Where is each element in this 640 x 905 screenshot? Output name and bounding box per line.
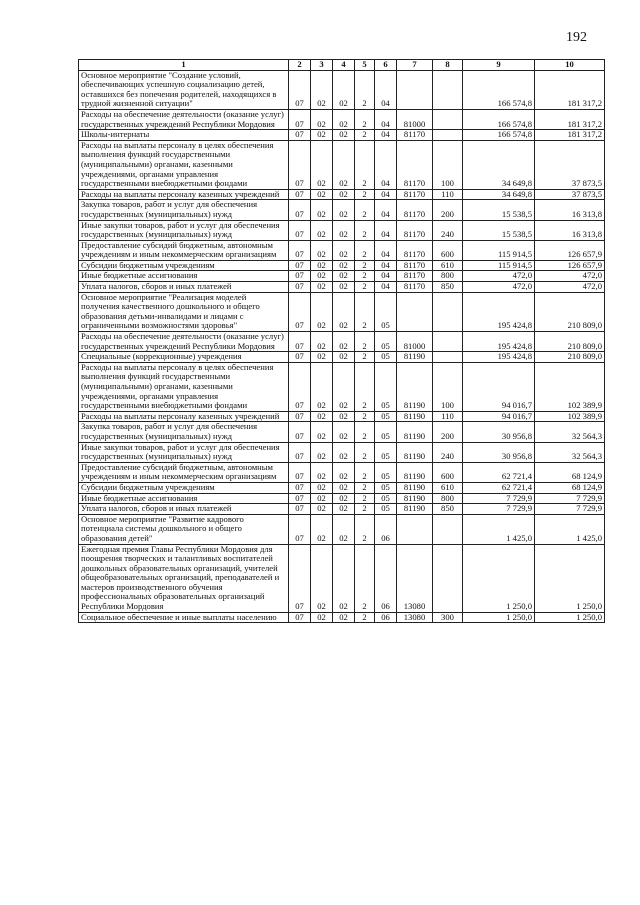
table-row [79, 422, 605, 442]
item-name-cell: Школы-интернаты [79, 130, 289, 141]
subsection-cell: 02 [311, 544, 333, 612]
subprogram-cell: 2 [355, 292, 375, 331]
amount-year2-cell: 181 317,2 [535, 109, 605, 129]
direction-cell: 81170 [397, 130, 433, 141]
table-row [79, 362, 605, 411]
section-cell: 07 [289, 362, 311, 411]
item-name-cell: Иные бюджетные ассигнования [79, 493, 289, 504]
expense-type-cell [433, 352, 463, 363]
program-cell: 02 [333, 200, 355, 220]
subprogram-cell: 2 [355, 482, 375, 493]
program-cell: 02 [333, 70, 355, 109]
amount-year1-cell: 1 425,0 [463, 514, 535, 544]
subprogram-cell: 2 [355, 220, 375, 240]
activity-cell: 05 [375, 332, 397, 352]
expense-type-cell: 800 [433, 493, 463, 504]
amount-year2-cell: 102 389,9 [535, 411, 605, 422]
amount-year2-cell: 32 564,3 [535, 422, 605, 442]
section-cell: 07 [289, 70, 311, 109]
subsection-cell: 02 [311, 504, 333, 515]
amount-year2-cell: 210 809,0 [535, 352, 605, 363]
column-header: 10 [535, 60, 605, 71]
subsection-cell: 02 [311, 70, 333, 109]
section-cell: 07 [289, 352, 311, 363]
amount-year1-cell: 472,0 [463, 271, 535, 282]
table-row [79, 612, 605, 623]
section-cell: 07 [289, 220, 311, 240]
item-name-cell: Расходы на обеспечение деятельности (оказание услуг) государственных учреждений Республики Мордовия [79, 109, 289, 129]
direction-cell: 81190 [397, 442, 433, 462]
subprogram-cell: 2 [355, 130, 375, 141]
activity-cell: 05 [375, 462, 397, 482]
activity-cell: 04 [375, 260, 397, 271]
direction-cell: 13080 [397, 544, 433, 612]
expense-type-cell: 110 [433, 411, 463, 422]
amount-year1-cell: 166 574,8 [463, 70, 535, 109]
program-cell: 02 [333, 220, 355, 240]
table-row [79, 200, 605, 220]
table-row [79, 140, 605, 189]
item-name-cell: Расходы на выплаты персоналу в целях обеспечения выполнения функций государственными (муниципальными) органами, казенными учреждениями, органами управления государственными внебюджетными фондами [79, 140, 289, 189]
amount-year1-cell: 94 016,7 [463, 362, 535, 411]
subprogram-cell: 2 [355, 332, 375, 352]
item-name-cell: Основное мероприятие "Создание условий, обеспечивающих успешную социализацию детей, оставшихся без попечения родителей, находящихся в трудной жизненной ситуации" [79, 70, 289, 109]
item-name-cell: Предоставление субсидий бюджетным, автономным учреждениям и иным некоммерческим организациям [79, 462, 289, 482]
amount-year1-cell: 62 721,4 [463, 462, 535, 482]
activity-cell: 04 [375, 271, 397, 282]
table-row [79, 109, 605, 129]
expense-type-cell: 600 [433, 462, 463, 482]
expense-type-cell: 100 [433, 140, 463, 189]
item-name-cell: Закупка товаров, работ и услуг для обеспечения государственных (муниципальных) нужд [79, 200, 289, 220]
section-cell: 07 [289, 493, 311, 504]
program-cell: 02 [333, 130, 355, 141]
subsection-cell: 02 [311, 442, 333, 462]
section-cell: 07 [289, 292, 311, 331]
table-row [79, 271, 605, 282]
expense-type-cell [433, 70, 463, 109]
section-cell: 07 [289, 109, 311, 129]
activity-cell: 04 [375, 220, 397, 240]
amount-year1-cell: 1 250,0 [463, 612, 535, 623]
subprogram-cell: 2 [355, 352, 375, 363]
amount-year1-cell: 195 424,8 [463, 332, 535, 352]
program-cell: 02 [333, 332, 355, 352]
direction-cell [397, 70, 433, 109]
amount-year2-cell: 181 317,2 [535, 130, 605, 141]
subprogram-cell: 2 [355, 70, 375, 109]
item-name-cell: Субсидии бюджетным учреждениям [79, 482, 289, 493]
expense-type-cell: 600 [433, 240, 463, 260]
activity-cell: 04 [375, 200, 397, 220]
item-name-cell: Расходы на выплаты персоналу казенных учреждений [79, 411, 289, 422]
table-row [79, 332, 605, 352]
expense-type-cell [433, 292, 463, 331]
amount-year2-cell: 16 313,8 [535, 220, 605, 240]
amount-year1-cell: 94 016,7 [463, 411, 535, 422]
item-name-cell: Социальное обеспечение и иные выплаты населению [79, 612, 289, 623]
subsection-cell: 02 [311, 514, 333, 544]
amount-year1-cell: 30 956,8 [463, 442, 535, 462]
column-header: 2 [289, 60, 311, 71]
subprogram-cell: 2 [355, 544, 375, 612]
column-header: 7 [397, 60, 433, 71]
activity-cell: 05 [375, 504, 397, 515]
direction-cell: 81170 [397, 282, 433, 293]
activity-cell: 05 [375, 482, 397, 493]
subprogram-cell: 2 [355, 189, 375, 200]
amount-year2-cell: 126 657,9 [535, 260, 605, 271]
activity-cell: 05 [375, 362, 397, 411]
item-name-cell: Специальные (коррекционные) учреждения [79, 352, 289, 363]
program-cell: 02 [333, 240, 355, 260]
table-row [79, 189, 605, 200]
direction-cell: 81170 [397, 220, 433, 240]
subsection-cell: 02 [311, 422, 333, 442]
item-name-cell: Иные закупки товаров, работ и услуг для обеспечения государственных (муниципальных) нужд [79, 220, 289, 240]
item-name-cell: Основное мероприятие "Развитие кадрового потенциала системы дошкольного и общего образования детей" [79, 514, 289, 544]
table-row [79, 482, 605, 493]
expense-type-cell: 300 [433, 612, 463, 623]
direction-cell: 81000 [397, 109, 433, 129]
activity-cell: 06 [375, 612, 397, 623]
amount-year2-cell: 1 425,0 [535, 514, 605, 544]
activity-cell: 04 [375, 240, 397, 260]
amount-year2-cell: 7 729,9 [535, 504, 605, 515]
amount-year2-cell: 126 657,9 [535, 240, 605, 260]
subsection-cell: 02 [311, 612, 333, 623]
table-row [79, 292, 605, 331]
subsection-cell: 02 [311, 482, 333, 493]
subsection-cell: 02 [311, 240, 333, 260]
amount-year1-cell: 34 649,8 [463, 189, 535, 200]
subprogram-cell: 2 [355, 140, 375, 189]
subsection-cell: 02 [311, 220, 333, 240]
activity-cell: 04 [375, 140, 397, 189]
subprogram-cell: 2 [355, 442, 375, 462]
activity-cell: 05 [375, 352, 397, 363]
section-cell: 07 [289, 271, 311, 282]
subsection-cell: 02 [311, 493, 333, 504]
subsection-cell: 02 [311, 189, 333, 200]
subprogram-cell: 2 [355, 362, 375, 411]
amount-year2-cell: 210 809,0 [535, 332, 605, 352]
program-cell: 02 [333, 612, 355, 623]
program-cell: 02 [333, 260, 355, 271]
direction-cell: 81170 [397, 189, 433, 200]
amount-year1-cell: 195 424,8 [463, 352, 535, 363]
direction-cell [397, 292, 433, 331]
amount-year2-cell: 16 313,8 [535, 200, 605, 220]
expense-type-cell: 110 [433, 189, 463, 200]
subprogram-cell: 2 [355, 240, 375, 260]
amount-year1-cell: 472,0 [463, 282, 535, 293]
subprogram-cell: 2 [355, 612, 375, 623]
column-header: 8 [433, 60, 463, 71]
program-cell: 02 [333, 422, 355, 442]
activity-cell: 04 [375, 282, 397, 293]
activity-cell: 06 [375, 544, 397, 612]
program-cell: 02 [333, 271, 355, 282]
subprogram-cell: 2 [355, 109, 375, 129]
table-row [79, 462, 605, 482]
table-row [79, 352, 605, 363]
direction-cell: 81170 [397, 140, 433, 189]
activity-cell: 04 [375, 70, 397, 109]
section-cell: 07 [289, 504, 311, 515]
direction-cell [397, 514, 433, 544]
section-cell: 07 [289, 482, 311, 493]
program-cell: 02 [333, 504, 355, 515]
expense-type-cell [433, 109, 463, 129]
subprogram-cell: 2 [355, 493, 375, 504]
subprogram-cell: 2 [355, 271, 375, 282]
amount-year1-cell: 115 914,5 [463, 240, 535, 260]
expense-type-cell: 200 [433, 200, 463, 220]
column-header: 4 [333, 60, 355, 71]
activity-cell: 05 [375, 442, 397, 462]
expense-type-cell: 800 [433, 271, 463, 282]
program-cell: 02 [333, 109, 355, 129]
amount-year2-cell: 32 564,3 [535, 442, 605, 462]
amount-year2-cell: 102 389,9 [535, 362, 605, 411]
item-name-cell: Расходы на обеспечение деятельности (оказание услуг) государственных учреждений Республики Мордовия [79, 332, 289, 352]
section-cell: 07 [289, 260, 311, 271]
expense-type-cell [433, 514, 463, 544]
item-name-cell: Закупка товаров, работ и услуг для обеспечения государственных (муниципальных) нужд [79, 422, 289, 442]
column-header: 3 [311, 60, 333, 71]
activity-cell: 05 [375, 422, 397, 442]
table-row [79, 504, 605, 515]
amount-year1-cell: 7 729,9 [463, 504, 535, 515]
expense-type-cell: 100 [433, 362, 463, 411]
subsection-cell: 02 [311, 140, 333, 189]
table-row [79, 130, 605, 141]
subprogram-cell: 2 [355, 260, 375, 271]
amount-year2-cell: 68 124,9 [535, 462, 605, 482]
expense-type-cell: 850 [433, 282, 463, 293]
direction-cell: 81000 [397, 332, 433, 352]
section-cell: 07 [289, 140, 311, 189]
program-cell: 02 [333, 282, 355, 293]
amount-year1-cell: 166 574,8 [463, 109, 535, 129]
amount-year2-cell: 472,0 [535, 282, 605, 293]
amount-year2-cell: 68 124,9 [535, 482, 605, 493]
expense-type-cell [433, 544, 463, 612]
column-header: 6 [375, 60, 397, 71]
program-cell: 02 [333, 493, 355, 504]
amount-year1-cell: 62 721,4 [463, 482, 535, 493]
program-cell: 02 [333, 292, 355, 331]
item-name-cell: Расходы на выплаты персоналу казенных учреждений [79, 189, 289, 200]
amount-year1-cell: 1 250,0 [463, 544, 535, 612]
amount-year2-cell: 181 317,2 [535, 70, 605, 109]
budget-table [78, 59, 605, 623]
section-cell: 07 [289, 422, 311, 442]
program-cell: 02 [333, 362, 355, 411]
subprogram-cell: 2 [355, 422, 375, 442]
expense-type-cell: 610 [433, 260, 463, 271]
direction-cell: 81190 [397, 482, 433, 493]
item-name-cell: Предоставление субсидий бюджетным, автономным учреждениям и иным некоммерческим организациям [79, 240, 289, 260]
amount-year1-cell: 115 914,5 [463, 260, 535, 271]
subsection-cell: 02 [311, 271, 333, 282]
expense-type-cell: 240 [433, 442, 463, 462]
section-cell: 07 [289, 462, 311, 482]
item-name-cell: Уплата налогов, сборов и иных платежей [79, 282, 289, 293]
activity-cell: 05 [375, 493, 397, 504]
activity-cell: 06 [375, 514, 397, 544]
table-row [79, 442, 605, 462]
subsection-cell: 02 [311, 362, 333, 411]
section-cell: 07 [289, 514, 311, 544]
direction-cell: 81190 [397, 362, 433, 411]
section-cell: 07 [289, 130, 311, 141]
item-name-cell: Ежегодная премия Главы Республики Мордовия для поощрения творческих и талантливых воспитателей дошкольных образовательных организаций, учителей общеобразовательных организаций, преподавателей и мастеров производственного обучения профессиональных образовательных организаций Республики Мордовия [79, 544, 289, 612]
subsection-cell: 02 [311, 292, 333, 331]
amount-year2-cell: 37 873,5 [535, 140, 605, 189]
table-row [79, 282, 605, 293]
amount-year1-cell: 30 956,8 [463, 422, 535, 442]
item-name-cell: Основное мероприятие "Реализация моделей получения качественного дошкольного и общего образования детьми-инвалидами и лицами с ограниченными возможностями здоровья" [79, 292, 289, 331]
section-cell: 07 [289, 544, 311, 612]
subsection-cell: 02 [311, 411, 333, 422]
subsection-cell: 02 [311, 282, 333, 293]
subsection-cell: 02 [311, 130, 333, 141]
direction-cell: 81190 [397, 411, 433, 422]
amount-year2-cell: 472,0 [535, 271, 605, 282]
item-name-cell: Иные закупки товаров, работ и услуг для обеспечения государственных (муниципальных) нужд [79, 442, 289, 462]
subsection-cell: 02 [311, 462, 333, 482]
amount-year1-cell: 166 574,8 [463, 130, 535, 141]
item-name-cell: Субсидии бюджетным учреждениям [79, 260, 289, 271]
program-cell: 02 [333, 544, 355, 612]
subprogram-cell: 2 [355, 282, 375, 293]
table-row [79, 514, 605, 544]
subprogram-cell: 2 [355, 462, 375, 482]
expense-type-cell: 850 [433, 504, 463, 515]
subsection-cell: 02 [311, 109, 333, 129]
direction-cell: 81170 [397, 240, 433, 260]
activity-cell: 04 [375, 130, 397, 141]
table-row [79, 260, 605, 271]
subprogram-cell: 2 [355, 504, 375, 515]
column-header: 1 [79, 60, 289, 71]
subprogram-cell: 2 [355, 200, 375, 220]
table-header-row [79, 60, 605, 71]
amount-year2-cell: 37 873,5 [535, 189, 605, 200]
section-cell: 07 [289, 411, 311, 422]
table-row [79, 544, 605, 612]
direction-cell: 81190 [397, 504, 433, 515]
activity-cell: 04 [375, 109, 397, 129]
program-cell: 02 [333, 462, 355, 482]
section-cell: 07 [289, 332, 311, 352]
column-header: 5 [355, 60, 375, 71]
table-row [79, 493, 605, 504]
amount-year2-cell: 1 250,0 [535, 612, 605, 623]
expense-type-cell: 240 [433, 220, 463, 240]
subprogram-cell: 2 [355, 514, 375, 544]
amount-year2-cell: 1 250,0 [535, 544, 605, 612]
subsection-cell: 02 [311, 260, 333, 271]
section-cell: 07 [289, 189, 311, 200]
activity-cell: 05 [375, 411, 397, 422]
section-cell: 07 [289, 240, 311, 260]
expense-type-cell [433, 332, 463, 352]
table-row [79, 220, 605, 240]
subsection-cell: 02 [311, 200, 333, 220]
direction-cell: 81170 [397, 260, 433, 271]
table-row [79, 240, 605, 260]
item-name-cell: Уплата налогов, сборов и иных платежей [79, 504, 289, 515]
page-number: 192 [566, 30, 587, 45]
direction-cell: 81190 [397, 493, 433, 504]
section-cell: 07 [289, 612, 311, 623]
program-cell: 02 [333, 482, 355, 493]
section-cell: 07 [289, 442, 311, 462]
table-row [79, 70, 605, 109]
program-cell: 02 [333, 189, 355, 200]
expense-type-cell: 200 [433, 422, 463, 442]
direction-cell: 81190 [397, 462, 433, 482]
program-cell: 02 [333, 442, 355, 462]
amount-year1-cell: 195 424,8 [463, 292, 535, 331]
table-row [79, 411, 605, 422]
direction-cell: 81170 [397, 200, 433, 220]
section-cell: 07 [289, 282, 311, 293]
activity-cell: 05 [375, 292, 397, 331]
direction-cell: 81190 [397, 352, 433, 363]
direction-cell: 81190 [397, 422, 433, 442]
amount-year1-cell: 34 649,8 [463, 140, 535, 189]
subprogram-cell: 2 [355, 411, 375, 422]
subsection-cell: 02 [311, 332, 333, 352]
subsection-cell: 02 [311, 352, 333, 363]
program-cell: 02 [333, 140, 355, 189]
column-header: 9 [463, 60, 535, 71]
item-name-cell: Иные бюджетные ассигнования [79, 271, 289, 282]
amount-year1-cell: 15 538,5 [463, 200, 535, 220]
amount-year2-cell: 7 729,9 [535, 493, 605, 504]
activity-cell: 04 [375, 189, 397, 200]
direction-cell: 13080 [397, 612, 433, 623]
program-cell: 02 [333, 411, 355, 422]
section-cell: 07 [289, 200, 311, 220]
program-cell: 02 [333, 352, 355, 363]
program-cell: 02 [333, 514, 355, 544]
amount-year1-cell: 7 729,9 [463, 493, 535, 504]
expense-type-cell [433, 130, 463, 141]
item-name-cell: Расходы на выплаты персоналу в целях обеспечения выполнения функций государственными (муниципальными) органами, казенными учреждениями, органами управления государственными внебюджетными фондами [79, 362, 289, 411]
direction-cell: 81170 [397, 271, 433, 282]
amount-year1-cell: 15 538,5 [463, 220, 535, 240]
amount-year2-cell: 210 809,0 [535, 292, 605, 331]
expense-type-cell: 610 [433, 482, 463, 493]
